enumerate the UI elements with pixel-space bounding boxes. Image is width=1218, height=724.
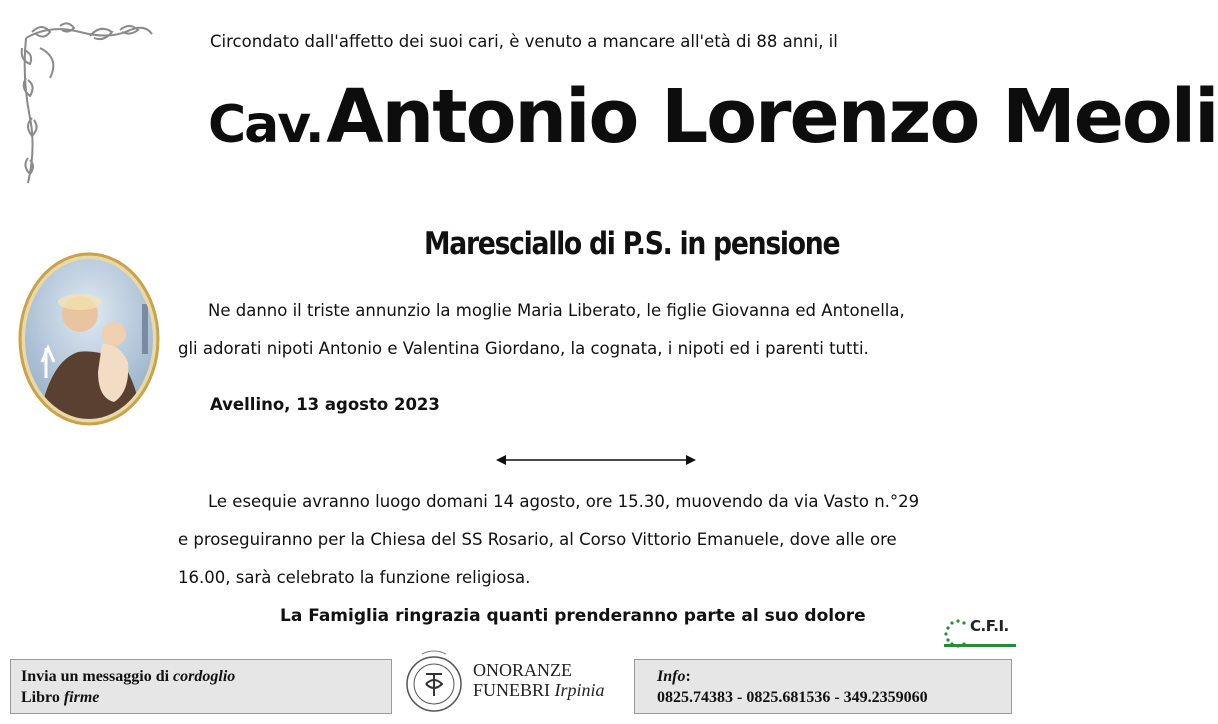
cfi-logo-text: C.F.I. xyxy=(970,617,1009,635)
intro-text: Circondato dall'affetto dei suoi cari, è venuto a mancare all'età di 88 anni, il xyxy=(210,32,838,51)
funeral-paragraph xyxy=(178,483,1014,597)
saint-portrait xyxy=(18,252,160,426)
condolence-link[interactable]: Invia un messaggio di cordoglio xyxy=(21,668,236,685)
corner-ornament-icon xyxy=(20,18,155,188)
funeral-home-seal-icon xyxy=(404,648,464,714)
funeral-line: Le esequie avranno luogo domani 14 agosto, ore 15.30, muovendo da via Vasto n.°29 xyxy=(208,492,920,511)
info-label: Info: xyxy=(657,668,691,685)
double-arrow-divider-icon xyxy=(494,452,698,468)
announcement-line: Ne danno il triste annunzio la moglie Maria Liberato, le figlie Giovanna ed Antonella, xyxy=(208,301,905,320)
deceased-name xyxy=(208,74,1218,160)
phone-numbers[interactable]: 0825.74383 - 0825.681536 - 349.2359060 xyxy=(657,689,928,706)
deceased-full-name: Antonio Lorenzo Meoli xyxy=(326,74,1218,160)
cfi-logo-underline xyxy=(944,644,1016,647)
family-thanks: La Famiglia ringrazia quanti prenderanno parte al suo dolore xyxy=(280,606,866,626)
honorific-title: Cav. xyxy=(208,95,323,155)
funeral-line: e proseguiranno per la Chiesa del SS Rosario, al Corso Vittorio Emanuele, dove alle ore xyxy=(178,530,897,549)
announcement-line: gli adorati nipoti Antonio e Valentina Giordano, la cognata, i nipoti ed i parenti tutti. xyxy=(178,339,869,358)
info-box xyxy=(634,659,1012,714)
funeral-home-name: ONORANZE FUNEBRI Irpinia xyxy=(473,660,605,700)
condolence-box[interactable] xyxy=(10,659,392,714)
guestbook-link[interactable]: Libro firme xyxy=(21,689,100,706)
place-date: Avellino, 13 agosto 2023 xyxy=(210,395,440,414)
funeral-line: 16.00, sarà celebrato la funzione religiosa. xyxy=(178,568,531,587)
announcement-paragraph xyxy=(178,292,1018,368)
deceased-rank: Maresciallo di P.S. in pensione xyxy=(424,226,840,262)
